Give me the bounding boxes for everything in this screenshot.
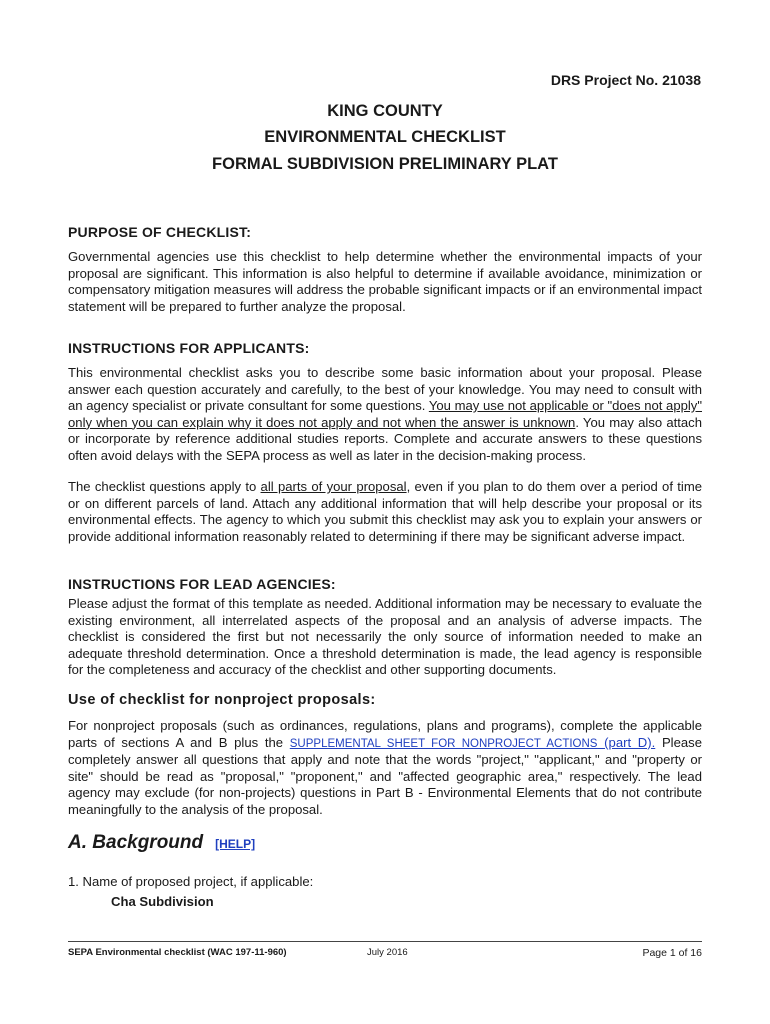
lead-agencies-heading: INSTRUCTIONS FOR LEAD AGENCIES:: [68, 576, 336, 592]
project-number: DRS Project No. 21038: [550, 72, 701, 88]
purpose-heading: PURPOSE OF CHECKLIST:: [68, 224, 252, 240]
title-line-1: KING COUNTY: [327, 102, 443, 120]
lead-agencies-text: Please adjust the format of this template as needed. Additional information may be necessary to evaluate the existing environment, all interrelated aspects of the proposal and an analysis of adverse impacts. The checklist is considered the first but not necessarily the only source of information needed to make an adequate threshold determination. Once a threshold determination is made, the lead agency is responsible for the completeness and accuracy of the checklist and other supporting documents.: [68, 596, 702, 677]
section-a-heading: A. Background [HELP]: [68, 832, 256, 853]
footer-citation: SEPA Environmental checklist (WAC 197-11-960): [68, 947, 287, 958]
help-link[interactable]: [HELP]: [215, 837, 256, 851]
nonproject-heading: Use of checklist for nonproject proposals:: [68, 692, 376, 708]
applicants-heading: INSTRUCTIONS FOR APPLICANTS:: [68, 340, 310, 356]
title-line-2: ENVIRONMENTAL CHECKLIST: [264, 128, 506, 146]
supplemental-sheet-link[interactable]: SUPPLEMENTAL SHEET FOR NONPROJECT ACTIONS: [289, 737, 598, 750]
not-applicable-note: You may use not applicable or "does not apply" only when you can explain why it does not apply and not when the answer is unknown: [68, 398, 702, 430]
page-number: Page 1 of 16: [642, 947, 702, 959]
all-parts-emphasis: all parts of your proposal: [260, 479, 407, 494]
question-1: 1. Name of proposed project, if applicable:: [68, 874, 314, 889]
applicants-paragraph-2: The checklist questions apply to all parts of your proposal, even if you plan to do them over a period of time or on different parcels of land. Attach any additional information that will help describe your proposal or its environmental effects. The agency to which you submit this checklist may ask you to explain your answers or provide additional information reasonably related to determining if there may be significant adverse impact.: [68, 479, 703, 544]
answer-1: Cha Subdivision: [111, 894, 214, 909]
title-line-3: FORMAL SUBDIVISION PRELIMINARY PLAT: [212, 155, 558, 173]
applicants-paragraph-1: This environmental checklist asks you to describe some basic information about your proposal. Please answer each question accurately and carefully, to the best of your knowledge. You may need to consult with an agency specialist or private consultant for some questions. You may use not applicable or "does not apply" only when you can explain why it does not apply and not when the answer is unknown. You may also attach or incorporate by reference additional studies reports. Complete and accurate answers to these questions often avoid delays with the SEPA process as well as later in the decision-making process.: [68, 365, 702, 463]
part-d-link[interactable]: (part D).: [597, 734, 656, 750]
footer-date: July 2016: [367, 947, 408, 958]
purpose-text: Governmental agencies use this checklist to help determine whether the environmental impacts of your proposal are significant. This information is also helpful to determine if available avoidance, minimization or compensatory mitigation measures will address the probable significant impacts or if an environmental impact statement will be prepared to further analyze the proposal.: [68, 249, 702, 314]
nonproject-text: For nonproject proposals (such as ordinances, regulations, plans and programs), complete the applicable parts of sections A and B plus the SUPPLEMENTAL SHEET FOR NONPROJECT ACTIONS (part D). Please completely answer all questions that apply and note that the words "project," "applicant," and "property or site" should be read as "proposal," "proponent," and "affected geographic area," respectively. The lead agency may exclude (for non-projects) questions in Part B - Environmental Elements that do not contribute meaningfully to the analysis of the proposal.: [68, 718, 702, 817]
footer-divider: [68, 941, 702, 942]
